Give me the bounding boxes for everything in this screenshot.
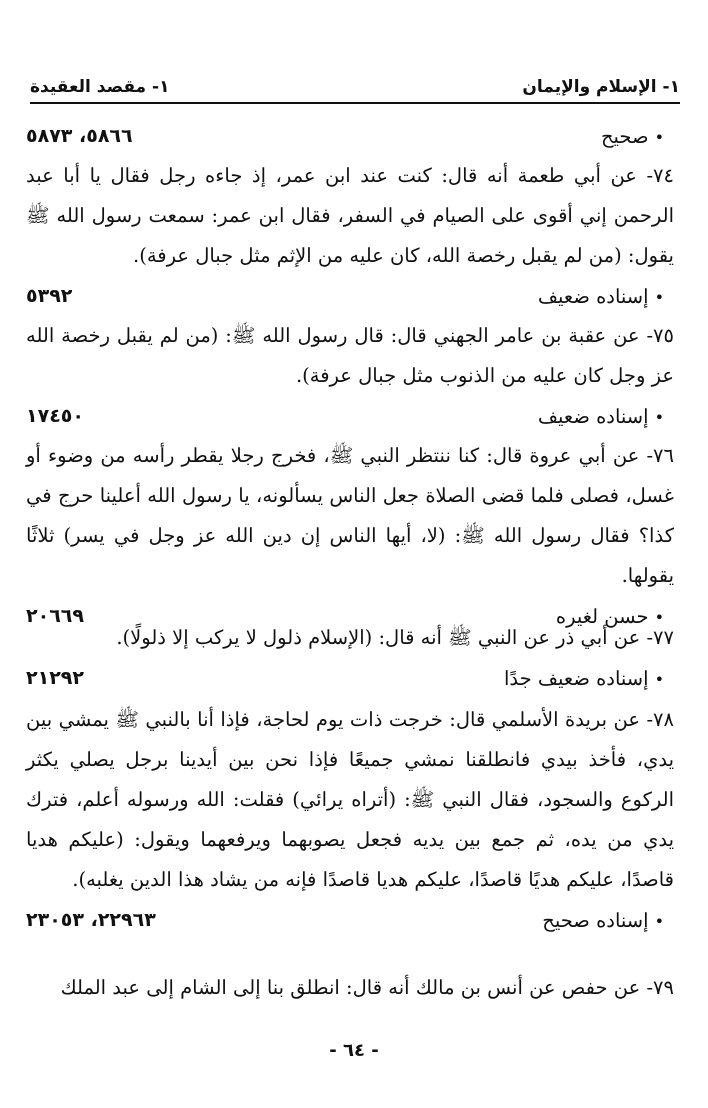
bullet-icon: •: [654, 407, 664, 427]
hadith-74: [26, 156, 674, 316]
hadith-77: [26, 618, 674, 698]
grade-text: إسناده صحيح: [542, 908, 649, 932]
page-header: [30, 72, 680, 102]
bullet-icon: •: [654, 127, 664, 147]
grade-line: [26, 396, 674, 436]
bullet-icon: •: [654, 287, 664, 307]
hadith-78: [26, 700, 674, 940]
hadith-text: ٧٧- عن أبي ذر عن النبي ﷺ أنه قال: (الإسلام ذلول لا يركب إلا ذلولًا).: [116, 626, 674, 649]
hadith-76: [26, 436, 674, 636]
grade-text: حسن لغيره: [555, 604, 649, 628]
chapter-title: ١- الإسلام والإيمان: [522, 77, 680, 97]
grade-text: صحيح: [600, 124, 649, 148]
reference-numbers: ٢١٢٩٢: [26, 667, 84, 689]
bullet-icon: •: [654, 607, 664, 627]
reference-numbers: ٥٣٩٢: [26, 285, 73, 307]
hadith-text: ٧٨- عن بريدة الأسلمي قال: خرجت ذات يوم لحاجة، فإذا أنا بالنبي ﷺ يمشي بين يدي، فأخذ بيدي فانطلقنا نمشي جميعًا فإذا نحن بين أيدينا برجل يصلي يكثر الركوع والسجود، فقال النبي ﷺ: (أتراه يرائي) فقلت: الله ورسوله أعلم، فترك يدي من يده، ثم جمع بين يديه فجعل يصوبهما ويرفعهما ويقول: (عليكم هديا قاصدًا، عليكم هديًا قاصدًا، عليكم هديا قاصدًا فإنه من يشاد هذا الدين يغلبه).: [26, 708, 674, 891]
grade-line: [26, 276, 674, 316]
header-divider: [30, 102, 680, 104]
grade-text: إسناده ضعيف: [537, 284, 649, 308]
hadith-text: ٧٤- عن أبي طعمة أنه قال: كنت عند ابن عمر، إذ جاءه رجل فقال يا أبا عبد الرحمن إني أقوى على الصيام في السفر، فقال ابن عمر: سمعت رسول الله ﷺ يقول: (من لم يقبل رخصة الله، كان عليه من الإثم مثل جبال عرفة).: [26, 164, 674, 267]
reference-numbers: ١٧٤٥٠: [26, 405, 84, 427]
hadith-79: [26, 968, 674, 1008]
grade-line: [26, 900, 674, 940]
bullet-icon: •: [654, 669, 664, 689]
hadith-text: ٧٥- عن عقبة بن عامر الجهني قال: قال رسول الله ﷺ: (من لم يقبل رخصة الله عز وجل كان عليه من الذنوب مثل جبال عرفة).: [26, 324, 674, 387]
hadith-73-tail: [26, 116, 674, 156]
reference-numbers: ٥٨٦٦، ٥٨٧٣: [26, 125, 133, 147]
reference-numbers: ٢٠٦٦٩: [26, 605, 84, 627]
reference-numbers: ٢٢٩٦٣، ٢٣٠٥٣: [26, 909, 156, 931]
section-title: ١- مقصد العقيدة: [30, 77, 170, 97]
grade-line: [26, 116, 674, 156]
hadith-text: ٧٦- عن أبي عروة قال: كنا ننتظر النبي ﷺ، فخرج رجلا يقطر رأسه من وضوء أو غسل، فصلى فلما قضى الصلاة جعل الناس يسألونه، يا رسول الله أعلينا حرج في كذا؟ فقال رسول الله ﷺ: (لا، أيها الناس إن دين الله عز وجل في يسر) ثلاثًا يقولها.: [26, 444, 674, 587]
grade-text: إسناده ضعيف: [537, 404, 649, 428]
hadith-text: ٧٩- عن حفص عن أنس بن مالك أنه قال: انطلق بنا إلى الشام إلى عبد الملك: [60, 976, 674, 999]
page-number: - ٦٤ -: [329, 1040, 379, 1061]
bullet-icon: •: [654, 911, 664, 931]
grade-line: [26, 658, 674, 698]
grade-text: إسناده ضعيف جدًا: [503, 666, 649, 690]
hadith-75: [26, 316, 674, 436]
